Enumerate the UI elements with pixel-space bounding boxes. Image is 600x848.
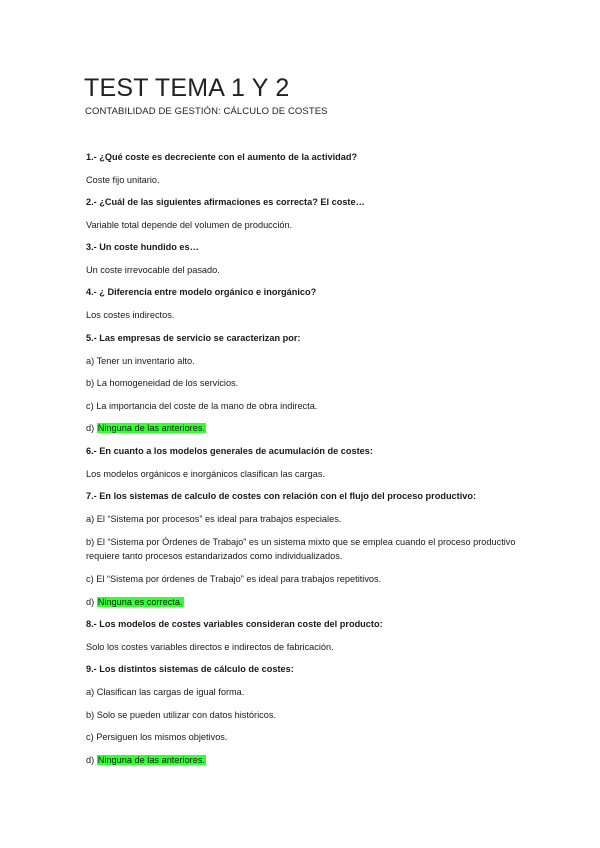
option-letter: b) bbox=[86, 378, 95, 388]
question-5: 5.- Las empresas de servicio se caracterizan por: bbox=[86, 333, 301, 343]
question-1: 1.- ¿Qué coste es decreciente con el aumento de la actividad? bbox=[86, 152, 358, 162]
option-letter: c) bbox=[86, 732, 94, 742]
option-letter: a) bbox=[86, 687, 95, 697]
option-text: La importancia del coste de la mano de obra indirecta. bbox=[96, 401, 318, 411]
option-text: Clasifican las cargas de igual forma. bbox=[96, 687, 245, 697]
option-text: El “Sistema por Órdenes de Trabajo” es un sistema mixto que se emplea cuando el proceso productivo requiere tanto procesos estandarizados como individualizados. bbox=[86, 537, 516, 561]
option-5b bbox=[86, 377, 238, 389]
option-text: Solo se pueden utilizar con datos históricos. bbox=[96, 710, 276, 720]
option-text: Persiguen los mismos objetivos. bbox=[96, 732, 228, 742]
question-7: 7.- En los sistemas de calculo de costes con relación con el flujo del proceso productivo: bbox=[86, 491, 477, 501]
option-letter: d) bbox=[86, 755, 95, 765]
page-title: TEST TEMA 1 Y 2 bbox=[84, 74, 290, 102]
option-9a bbox=[86, 686, 244, 698]
option-letter: b) bbox=[86, 710, 95, 720]
question-3: 3.- Un coste hundido es… bbox=[86, 242, 199, 252]
option-7c bbox=[86, 573, 381, 585]
option-5d bbox=[86, 422, 206, 434]
option-7b bbox=[86, 535, 516, 563]
option-7a bbox=[86, 513, 341, 525]
answer-3: Un coste irrevocable del pasado. bbox=[86, 265, 220, 275]
answer-8: Solo los costes variables directos e indirectos de fabricación. bbox=[86, 642, 334, 652]
highlighted-answer: Ninguna es correcta. bbox=[97, 597, 183, 607]
question-8: 8.- Los modelos de costes variables consideran coste del producto: bbox=[86, 619, 383, 629]
answer-6: Los modelos orgánicos e inorgánicos clasifican las cargas. bbox=[86, 469, 326, 479]
question-4: 4.- ¿ Diferencia entre modelo orgánico e inorgánico? bbox=[86, 287, 317, 297]
option-text: La homogeneidad de los servicios. bbox=[96, 378, 239, 388]
answer-4: Los costes indirectos. bbox=[86, 310, 175, 320]
option-text: Tener un inventario alto. bbox=[96, 356, 195, 366]
option-letter: d) bbox=[86, 423, 95, 433]
option-9d bbox=[86, 754, 206, 766]
question-2: 2.- ¿Cuál de las siguientes afirmaciones es correcta? El coste… bbox=[86, 197, 365, 207]
option-letter: a) bbox=[86, 514, 95, 524]
option-letter: d) bbox=[86, 597, 95, 607]
option-text: El “Sistema por órdenes de Trabajo” es ideal para trabajos repetitivos. bbox=[96, 574, 382, 584]
option-9c bbox=[86, 731, 227, 743]
option-9b bbox=[86, 709, 276, 721]
highlighted-answer: Ninguna de las anteriores. bbox=[97, 423, 205, 433]
option-7d bbox=[86, 596, 184, 608]
answer-1: Coste fijo unitario. bbox=[86, 175, 160, 185]
option-5c bbox=[86, 400, 317, 412]
question-9: 9.- Los distintos sistemas de cálculo de costes: bbox=[86, 664, 294, 674]
option-letter: a) bbox=[86, 356, 95, 366]
option-5a bbox=[86, 355, 195, 367]
highlighted-answer: Ninguna de las anteriores. bbox=[97, 755, 205, 765]
option-text: El “Sistema por procesos” es ideal para trabajos especiales. bbox=[96, 514, 342, 524]
page-subtitle: CONTABILIDAD DE GESTIÓN: CÁLCULO DE COSTES bbox=[85, 106, 328, 117]
question-6: 6.- En cuanto a los modelos generales de acumulación de costes: bbox=[86, 446, 373, 456]
option-letter: c) bbox=[86, 574, 94, 584]
option-letter: b) bbox=[86, 537, 95, 547]
option-letter: c) bbox=[86, 401, 94, 411]
answer-2: Variable total depende del volumen de producción. bbox=[86, 220, 293, 230]
